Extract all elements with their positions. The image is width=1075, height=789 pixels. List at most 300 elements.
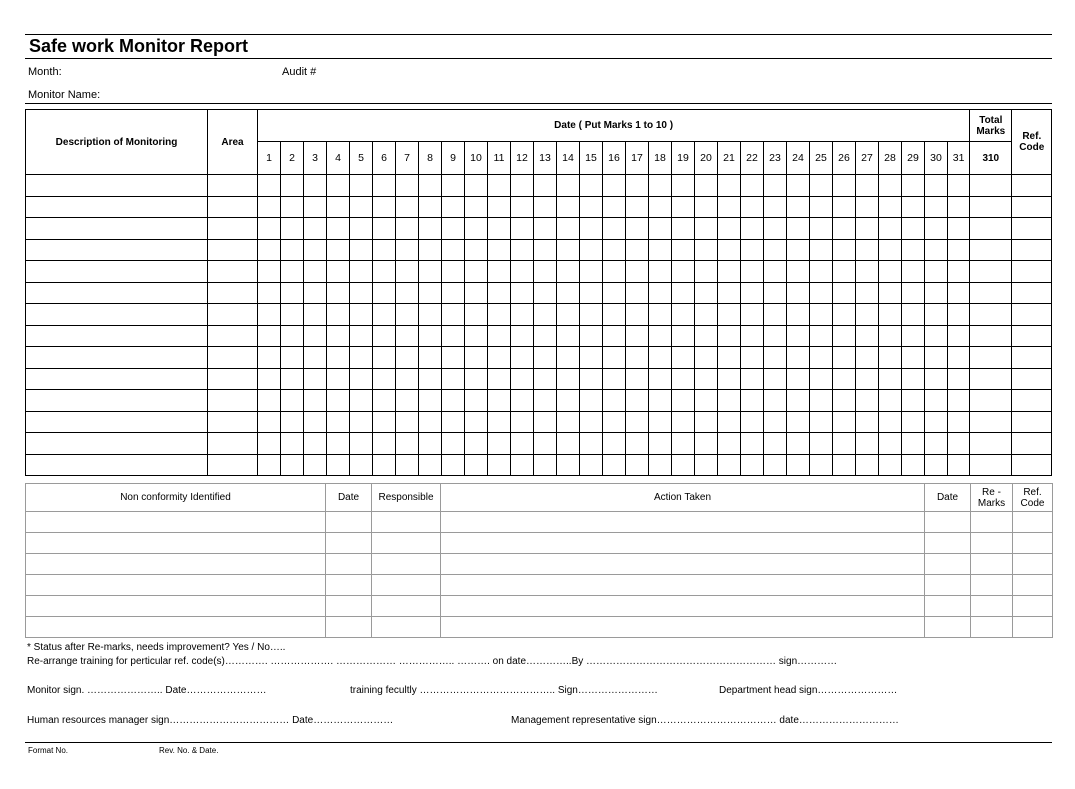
monitoring-cell[interactable] xyxy=(787,196,810,218)
monitoring-cell[interactable] xyxy=(856,347,879,369)
monitoring-cell[interactable] xyxy=(672,282,695,304)
monitoring-cell[interactable] xyxy=(419,282,442,304)
monitoring-cell[interactable] xyxy=(557,454,580,476)
monitoring-cell[interactable] xyxy=(258,282,281,304)
nonconformity-cell[interactable] xyxy=(441,596,925,617)
monitoring-cell[interactable] xyxy=(810,347,833,369)
monitoring-cell[interactable] xyxy=(970,239,1012,261)
monitoring-cell[interactable] xyxy=(396,196,419,218)
monitoring-cell[interactable] xyxy=(649,325,672,347)
nonconformity-cell[interactable] xyxy=(26,512,326,533)
nonconformity-cell[interactable] xyxy=(1013,554,1053,575)
monitoring-cell[interactable] xyxy=(672,218,695,240)
monitoring-cell[interactable] xyxy=(534,347,557,369)
nonconformity-cell[interactable] xyxy=(971,617,1013,638)
monitoring-cell[interactable] xyxy=(810,282,833,304)
monitoring-cell[interactable] xyxy=(902,261,925,283)
monitoring-cell[interactable] xyxy=(304,433,327,455)
monitoring-cell[interactable] xyxy=(580,325,603,347)
monitoring-cell[interactable] xyxy=(534,368,557,390)
nonconformity-cell[interactable] xyxy=(971,575,1013,596)
monitoring-cell[interactable] xyxy=(281,368,304,390)
monitoring-cell[interactable] xyxy=(603,368,626,390)
monitoring-cell[interactable] xyxy=(879,239,902,261)
nonconformity-cell[interactable] xyxy=(1013,575,1053,596)
monitoring-cell[interactable] xyxy=(856,239,879,261)
monitoring-cell[interactable] xyxy=(580,411,603,433)
monitoring-cell[interactable] xyxy=(304,304,327,326)
monitoring-cell[interactable] xyxy=(649,282,672,304)
monitoring-cell[interactable] xyxy=(281,196,304,218)
monitoring-cell[interactable] xyxy=(442,282,465,304)
monitoring-cell[interactable] xyxy=(442,390,465,412)
monitoring-cell[interactable] xyxy=(649,454,672,476)
monitoring-cell[interactable] xyxy=(1012,411,1052,433)
monitoring-cell[interactable] xyxy=(810,218,833,240)
monitoring-cell[interactable] xyxy=(833,454,856,476)
monitoring-cell[interactable] xyxy=(672,411,695,433)
nonconformity-cell[interactable] xyxy=(441,533,925,554)
nonconformity-cell[interactable] xyxy=(441,617,925,638)
monitoring-cell[interactable] xyxy=(1012,454,1052,476)
monitoring-cell[interactable] xyxy=(419,218,442,240)
monitoring-cell[interactable] xyxy=(373,218,396,240)
monitoring-cell[interactable] xyxy=(649,411,672,433)
monitoring-cell[interactable] xyxy=(603,390,626,412)
monitoring-cell[interactable] xyxy=(948,282,970,304)
monitoring-cell[interactable] xyxy=(948,196,970,218)
monitoring-cell[interactable] xyxy=(258,196,281,218)
monitoring-cell[interactable] xyxy=(281,433,304,455)
monitoring-cell[interactable] xyxy=(557,304,580,326)
monitoring-cell[interactable] xyxy=(649,304,672,326)
monitoring-cell[interactable] xyxy=(350,304,373,326)
monitoring-cell[interactable] xyxy=(925,196,948,218)
monitoring-cell[interactable] xyxy=(672,454,695,476)
monitoring-cell[interactable] xyxy=(304,239,327,261)
monitoring-cell[interactable] xyxy=(373,368,396,390)
monitoring-cell[interactable] xyxy=(511,433,534,455)
monitoring-cell[interactable] xyxy=(787,368,810,390)
monitoring-cell[interactable] xyxy=(879,196,902,218)
monitoring-cell[interactable] xyxy=(350,175,373,197)
monitoring-cell[interactable] xyxy=(856,304,879,326)
monitoring-cell[interactable] xyxy=(603,347,626,369)
monitoring-cell[interactable] xyxy=(741,390,764,412)
monitoring-cell[interactable] xyxy=(603,196,626,218)
monitoring-cell[interactable] xyxy=(925,282,948,304)
nonconformity-cell[interactable] xyxy=(971,512,1013,533)
monitoring-cell[interactable] xyxy=(258,454,281,476)
monitoring-cell[interactable] xyxy=(626,454,649,476)
monitoring-cell[interactable] xyxy=(810,325,833,347)
monitoring-cell[interactable] xyxy=(1012,325,1052,347)
monitoring-cell[interactable] xyxy=(258,347,281,369)
monitoring-cell[interactable] xyxy=(718,239,741,261)
monitoring-cell[interactable] xyxy=(626,347,649,369)
monitoring-cell[interactable] xyxy=(511,261,534,283)
monitoring-cell[interactable] xyxy=(902,175,925,197)
monitoring-cell[interactable] xyxy=(419,368,442,390)
monitoring-cell[interactable] xyxy=(970,304,1012,326)
monitoring-cell[interactable] xyxy=(281,347,304,369)
nonconformity-cell[interactable] xyxy=(372,533,441,554)
monitoring-cell[interactable] xyxy=(718,218,741,240)
monitoring-cell[interactable] xyxy=(741,175,764,197)
nonconformity-cell[interactable] xyxy=(1013,617,1053,638)
monitoring-cell[interactable] xyxy=(281,175,304,197)
monitoring-cell[interactable] xyxy=(511,325,534,347)
monitoring-cell[interactable] xyxy=(373,239,396,261)
monitoring-cell[interactable] xyxy=(419,261,442,283)
monitoring-cell[interactable] xyxy=(603,175,626,197)
monitoring-cell[interactable] xyxy=(534,218,557,240)
monitoring-cell[interactable] xyxy=(465,282,488,304)
monitoring-cell[interactable] xyxy=(902,390,925,412)
monitoring-cell[interactable] xyxy=(626,433,649,455)
monitoring-cell[interactable] xyxy=(1012,304,1052,326)
monitoring-cell[interactable] xyxy=(833,196,856,218)
monitoring-cell[interactable] xyxy=(626,304,649,326)
monitoring-cell[interactable] xyxy=(396,282,419,304)
monitoring-cell[interactable] xyxy=(672,239,695,261)
monitoring-cell[interactable] xyxy=(879,390,902,412)
monitoring-cell[interactable] xyxy=(810,239,833,261)
monitoring-cell[interactable] xyxy=(787,304,810,326)
monitoring-cell[interactable] xyxy=(373,304,396,326)
monitoring-cell[interactable] xyxy=(327,411,350,433)
monitoring-cell[interactable] xyxy=(970,261,1012,283)
monitoring-cell[interactable] xyxy=(304,390,327,412)
monitoring-cell[interactable] xyxy=(1012,175,1052,197)
monitoring-cell[interactable] xyxy=(764,411,787,433)
monitoring-cell[interactable] xyxy=(787,261,810,283)
monitoring-cell[interactable] xyxy=(534,261,557,283)
monitoring-cell[interactable] xyxy=(1012,218,1052,240)
monitoring-cell[interactable] xyxy=(419,196,442,218)
monitoring-cell[interactable] xyxy=(511,282,534,304)
monitoring-cell[interactable] xyxy=(208,454,258,476)
monitoring-cell[interactable] xyxy=(327,304,350,326)
nonconformity-cell[interactable] xyxy=(372,512,441,533)
monitoring-cell[interactable] xyxy=(741,433,764,455)
nonconformity-cell[interactable] xyxy=(1013,533,1053,554)
nonconformity-cell[interactable] xyxy=(26,617,326,638)
monitoring-cell[interactable] xyxy=(396,347,419,369)
monitoring-cell[interactable] xyxy=(281,454,304,476)
monitoring-cell[interactable] xyxy=(787,282,810,304)
monitoring-cell[interactable] xyxy=(695,390,718,412)
monitoring-cell[interactable] xyxy=(488,411,511,433)
monitoring-cell[interactable] xyxy=(26,304,208,326)
monitoring-cell[interactable] xyxy=(511,239,534,261)
monitoring-cell[interactable] xyxy=(764,325,787,347)
monitoring-cell[interactable] xyxy=(810,454,833,476)
monitoring-cell[interactable] xyxy=(695,218,718,240)
monitoring-cell[interactable] xyxy=(396,175,419,197)
monitoring-cell[interactable] xyxy=(557,239,580,261)
monitoring-cell[interactable] xyxy=(764,196,787,218)
monitoring-cell[interactable] xyxy=(327,347,350,369)
monitoring-cell[interactable] xyxy=(327,368,350,390)
monitoring-cell[interactable] xyxy=(442,304,465,326)
monitoring-cell[interactable] xyxy=(208,282,258,304)
monitoring-cell[interactable] xyxy=(442,175,465,197)
monitoring-cell[interactable] xyxy=(26,196,208,218)
monitoring-cell[interactable] xyxy=(488,239,511,261)
monitoring-cell[interactable] xyxy=(741,304,764,326)
monitoring-cell[interactable] xyxy=(281,390,304,412)
monitoring-cell[interactable] xyxy=(580,368,603,390)
monitoring-cell[interactable] xyxy=(603,454,626,476)
monitoring-cell[interactable] xyxy=(488,368,511,390)
monitoring-cell[interactable] xyxy=(208,347,258,369)
monitoring-cell[interactable] xyxy=(258,411,281,433)
monitoring-cell[interactable] xyxy=(718,411,741,433)
monitoring-cell[interactable] xyxy=(258,390,281,412)
monitoring-cell[interactable] xyxy=(948,433,970,455)
nonconformity-cell[interactable] xyxy=(441,554,925,575)
monitoring-cell[interactable] xyxy=(856,282,879,304)
monitoring-cell[interactable] xyxy=(557,218,580,240)
monitoring-cell[interactable] xyxy=(465,325,488,347)
monitoring-cell[interactable] xyxy=(626,282,649,304)
monitoring-cell[interactable] xyxy=(879,368,902,390)
monitoring-cell[interactable] xyxy=(304,282,327,304)
monitoring-cell[interactable] xyxy=(764,175,787,197)
monitoring-cell[interactable] xyxy=(925,325,948,347)
monitoring-cell[interactable] xyxy=(948,368,970,390)
monitoring-cell[interactable] xyxy=(970,325,1012,347)
monitoring-cell[interactable] xyxy=(970,454,1012,476)
monitoring-cell[interactable] xyxy=(810,196,833,218)
monitoring-cell[interactable] xyxy=(970,218,1012,240)
monitoring-cell[interactable] xyxy=(511,411,534,433)
monitoring-cell[interactable] xyxy=(534,304,557,326)
monitoring-cell[interactable] xyxy=(442,261,465,283)
monitoring-cell[interactable] xyxy=(396,218,419,240)
monitoring-cell[interactable] xyxy=(787,325,810,347)
monitoring-cell[interactable] xyxy=(695,411,718,433)
monitoring-cell[interactable] xyxy=(580,175,603,197)
monitoring-cell[interactable] xyxy=(649,368,672,390)
monitoring-cell[interactable] xyxy=(26,218,208,240)
monitoring-cell[interactable] xyxy=(603,218,626,240)
monitoring-cell[interactable] xyxy=(833,325,856,347)
monitoring-cell[interactable] xyxy=(925,239,948,261)
monitoring-cell[interactable] xyxy=(373,411,396,433)
monitoring-cell[interactable] xyxy=(626,218,649,240)
monitoring-cell[interactable] xyxy=(810,390,833,412)
monitoring-cell[interactable] xyxy=(580,282,603,304)
monitoring-cell[interactable] xyxy=(304,218,327,240)
monitoring-cell[interactable] xyxy=(925,411,948,433)
monitoring-cell[interactable] xyxy=(879,411,902,433)
monitoring-cell[interactable] xyxy=(603,433,626,455)
monitoring-cell[interactable] xyxy=(672,390,695,412)
monitoring-cell[interactable] xyxy=(741,239,764,261)
monitoring-cell[interactable] xyxy=(1012,347,1052,369)
monitoring-cell[interactable] xyxy=(208,433,258,455)
monitoring-cell[interactable] xyxy=(465,304,488,326)
nonconformity-cell[interactable] xyxy=(372,617,441,638)
nonconformity-cell[interactable] xyxy=(326,512,372,533)
monitoring-cell[interactable] xyxy=(718,196,741,218)
monitoring-cell[interactable] xyxy=(350,347,373,369)
monitoring-cell[interactable] xyxy=(26,411,208,433)
monitoring-cell[interactable] xyxy=(810,175,833,197)
monitoring-cell[interactable] xyxy=(396,368,419,390)
monitoring-cell[interactable] xyxy=(396,433,419,455)
nonconformity-cell[interactable] xyxy=(971,533,1013,554)
monitoring-cell[interactable] xyxy=(649,239,672,261)
monitoring-cell[interactable] xyxy=(465,368,488,390)
monitoring-cell[interactable] xyxy=(1012,433,1052,455)
nonconformity-cell[interactable] xyxy=(26,533,326,554)
monitoring-cell[interactable] xyxy=(672,325,695,347)
nonconformity-cell[interactable] xyxy=(372,596,441,617)
monitoring-cell[interactable] xyxy=(672,368,695,390)
monitoring-cell[interactable] xyxy=(442,196,465,218)
monitoring-cell[interactable] xyxy=(327,175,350,197)
monitoring-cell[interactable] xyxy=(810,368,833,390)
monitoring-cell[interactable] xyxy=(208,304,258,326)
monitoring-cell[interactable] xyxy=(948,175,970,197)
monitoring-cell[interactable] xyxy=(281,304,304,326)
monitoring-cell[interactable] xyxy=(603,325,626,347)
monitoring-cell[interactable] xyxy=(810,304,833,326)
monitoring-cell[interactable] xyxy=(511,347,534,369)
monitoring-cell[interactable] xyxy=(281,411,304,433)
monitoring-cell[interactable] xyxy=(534,325,557,347)
monitoring-cell[interactable] xyxy=(350,411,373,433)
monitoring-cell[interactable] xyxy=(902,196,925,218)
monitoring-cell[interactable] xyxy=(208,261,258,283)
monitoring-cell[interactable] xyxy=(902,304,925,326)
monitoring-cell[interactable] xyxy=(649,196,672,218)
monitoring-cell[interactable] xyxy=(948,347,970,369)
monitoring-cell[interactable] xyxy=(304,454,327,476)
monitoring-cell[interactable] xyxy=(970,390,1012,412)
monitoring-cell[interactable] xyxy=(258,368,281,390)
monitoring-cell[interactable] xyxy=(718,390,741,412)
monitoring-cell[interactable] xyxy=(350,390,373,412)
nonconformity-cell[interactable] xyxy=(1013,512,1053,533)
monitoring-cell[interactable] xyxy=(373,282,396,304)
monitoring-cell[interactable] xyxy=(304,325,327,347)
monitoring-cell[interactable] xyxy=(948,261,970,283)
monitoring-cell[interactable] xyxy=(695,347,718,369)
monitoring-cell[interactable] xyxy=(948,304,970,326)
monitoring-cell[interactable] xyxy=(741,282,764,304)
monitoring-cell[interactable] xyxy=(764,454,787,476)
monitoring-cell[interactable] xyxy=(488,196,511,218)
monitoring-cell[interactable] xyxy=(718,433,741,455)
monitoring-cell[interactable] xyxy=(856,218,879,240)
monitoring-cell[interactable] xyxy=(557,325,580,347)
monitoring-cell[interactable] xyxy=(557,196,580,218)
monitoring-cell[interactable] xyxy=(442,325,465,347)
monitoring-cell[interactable] xyxy=(649,347,672,369)
monitoring-cell[interactable] xyxy=(1012,390,1052,412)
nonconformity-cell[interactable] xyxy=(26,554,326,575)
monitoring-cell[interactable] xyxy=(327,282,350,304)
monitoring-cell[interactable] xyxy=(879,325,902,347)
monitoring-cell[interactable] xyxy=(442,218,465,240)
nonconformity-cell[interactable] xyxy=(925,512,971,533)
nonconformity-cell[interactable] xyxy=(26,575,326,596)
monitoring-cell[interactable] xyxy=(695,239,718,261)
monitoring-cell[interactable] xyxy=(948,454,970,476)
monitoring-cell[interactable] xyxy=(465,390,488,412)
monitoring-cell[interactable] xyxy=(304,196,327,218)
monitoring-cell[interactable] xyxy=(419,325,442,347)
monitoring-cell[interactable] xyxy=(902,411,925,433)
monitoring-cell[interactable] xyxy=(281,239,304,261)
nonconformity-cell[interactable] xyxy=(925,617,971,638)
monitoring-cell[interactable] xyxy=(695,368,718,390)
monitoring-cell[interactable] xyxy=(649,433,672,455)
monitoring-cell[interactable] xyxy=(672,304,695,326)
monitoring-cell[interactable] xyxy=(557,175,580,197)
monitoring-cell[interactable] xyxy=(442,411,465,433)
monitoring-cell[interactable] xyxy=(465,411,488,433)
monitoring-cell[interactable] xyxy=(856,196,879,218)
monitoring-cell[interactable] xyxy=(833,175,856,197)
monitoring-cell[interactable] xyxy=(580,454,603,476)
monitoring-cell[interactable] xyxy=(327,433,350,455)
monitoring-cell[interactable] xyxy=(626,196,649,218)
monitoring-cell[interactable] xyxy=(902,433,925,455)
monitoring-cell[interactable] xyxy=(879,282,902,304)
monitoring-cell[interactable] xyxy=(718,347,741,369)
monitoring-cell[interactable] xyxy=(879,347,902,369)
monitoring-cell[interactable] xyxy=(373,196,396,218)
monitoring-cell[interactable] xyxy=(879,433,902,455)
monitoring-cell[interactable] xyxy=(925,390,948,412)
monitoring-cell[interactable] xyxy=(902,325,925,347)
monitoring-cell[interactable] xyxy=(511,196,534,218)
monitoring-cell[interactable] xyxy=(879,304,902,326)
monitoring-cell[interactable] xyxy=(856,411,879,433)
monitoring-cell[interactable] xyxy=(764,261,787,283)
monitoring-cell[interactable] xyxy=(879,454,902,476)
monitoring-cell[interactable] xyxy=(557,411,580,433)
monitoring-cell[interactable] xyxy=(557,282,580,304)
monitoring-cell[interactable] xyxy=(208,368,258,390)
monitoring-cell[interactable] xyxy=(833,218,856,240)
monitoring-cell[interactable] xyxy=(810,411,833,433)
monitoring-cell[interactable] xyxy=(741,347,764,369)
monitoring-cell[interactable] xyxy=(718,368,741,390)
monitoring-cell[interactable] xyxy=(373,261,396,283)
monitoring-cell[interactable] xyxy=(649,175,672,197)
monitoring-cell[interactable] xyxy=(511,390,534,412)
monitoring-cell[interactable] xyxy=(580,261,603,283)
monitoring-cell[interactable] xyxy=(419,347,442,369)
monitoring-cell[interactable] xyxy=(465,175,488,197)
nonconformity-cell[interactable] xyxy=(372,554,441,575)
monitoring-cell[interactable] xyxy=(902,282,925,304)
monitoring-cell[interactable] xyxy=(465,454,488,476)
monitoring-cell[interactable] xyxy=(902,218,925,240)
monitoring-cell[interactable] xyxy=(327,218,350,240)
monitoring-cell[interactable] xyxy=(488,175,511,197)
monitoring-cell[interactable] xyxy=(373,454,396,476)
monitoring-cell[interactable] xyxy=(626,325,649,347)
monitoring-cell[interactable] xyxy=(396,411,419,433)
monitoring-cell[interactable] xyxy=(741,411,764,433)
